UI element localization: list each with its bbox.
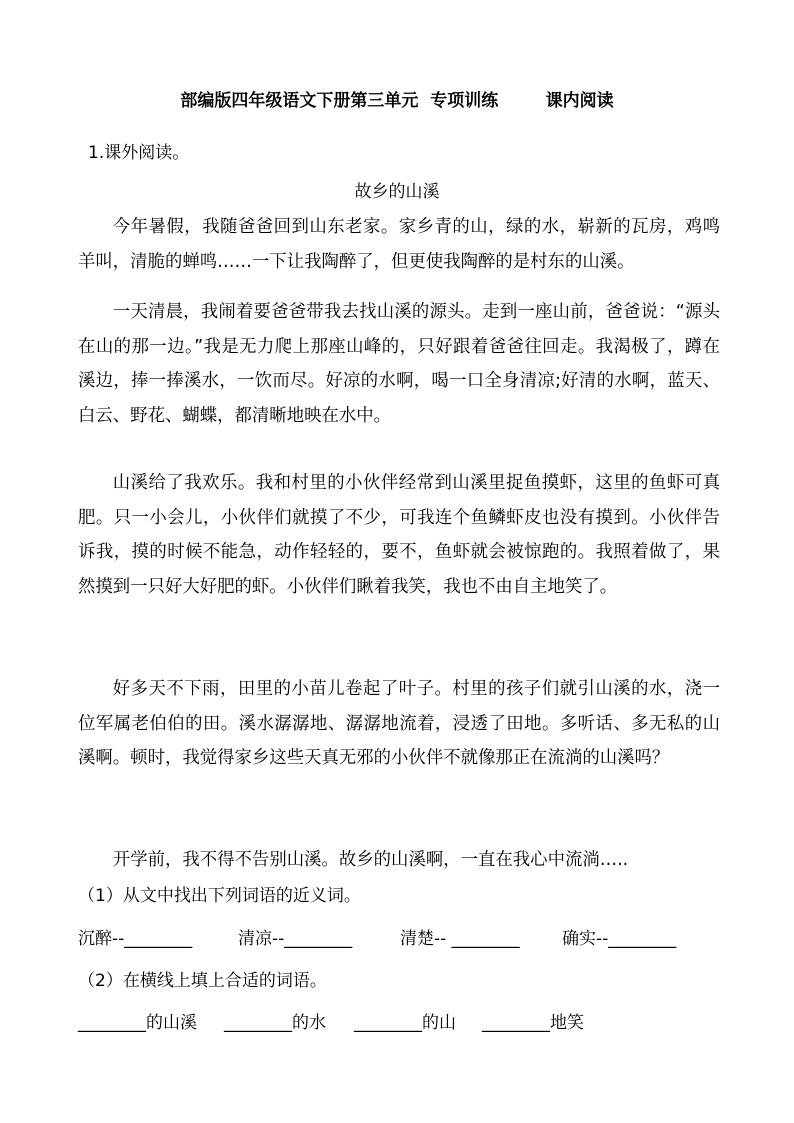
story-paragraph: 山溪给了我欢乐。我和村里的小伙伴经常到山溪里捉鱼摸虾，这里的鱼虾可真肥。只一小会儿，小伙伴们就摸了不少，可我连个鱼鳞虾皮也没有摸到。小伙伴告诉我，摸的时候不能急，动作轻轻的，要不，鱼虾就会被惊跑的。我照着做了，果然摸到一只好大好肥的虾。小伙伴们瞅着我笑，我也不由自主地笑了。: [78, 473, 720, 597]
fill-blank[interactable]: ________的水: [224, 1013, 326, 1033]
synonym-blank[interactable]: 沉醉--________: [78, 929, 193, 949]
story-paragraph: 一天清晨，我闹着要爸爸带我去找山溪的源头。走到一座山前，爸爸说：“源头在山的那一边。”我是无力爬上那座山峰的，只好跟着爸爸往回走。我渴极了，蹲在溪边，捧一捧溪水，一饮而尽。好凉的水啊，喝一口全身清凉;好清的水啊，蓝天、白云、野花、蝴蝶，都清晰地映在水中。: [78, 302, 720, 426]
fill-blank[interactable]: ________地笑: [482, 1013, 584, 1033]
synonym-blank[interactable]: 清凉--________: [238, 929, 353, 949]
story-paragraph: 好多天不下雨，田里的小苗儿卷起了叶子。村里的孩子们就引山溪的水，浇一位军属老伯伯的田。溪水潺潺地、潺潺地流着，浸透了田地。多听话、多无私的山溪啊。顿时，我觉得家乡这些天真无邪的小伙伴不就像那正在流淌的山溪吗？: [78, 679, 720, 768]
fill-blank[interactable]: ________的山溪: [78, 1013, 197, 1033]
synonym-blanks-row: [78, 924, 676, 949]
story-title: 故乡的山溪: [354, 182, 440, 202]
fill-blank[interactable]: ________的山: [354, 1013, 456, 1033]
synonym-blank[interactable]: 确实--________: [562, 929, 677, 949]
fill-blanks-row: [78, 1008, 584, 1033]
story-paragraph: 开学前，我不得不告别山溪。故乡的山溪啊，一直在我心中流淌…..: [112, 850, 629, 870]
page-title: 部编版四年级语文下册第三单元 专项训练 课内阅读: [180, 91, 614, 111]
subquestion-1-prompt: （1）从文中找出下列词语的近义词。: [78, 886, 361, 906]
question-label: 1.课外阅读。: [88, 143, 190, 163]
story-paragraph: 今年暑假，我随爸爸回到山东老家。家乡青的山，绿的水，崭新的瓦房，鸡鸣羊叫，清脆的蝉鸣……一下让我陶醉了，但更使我陶醉的是村东的山溪。: [78, 217, 720, 272]
synonym-blank[interactable]: 清楚-- ________: [400, 929, 520, 949]
subquestion-2-prompt: （2）在横线上填上合适的词语。: [78, 971, 327, 991]
